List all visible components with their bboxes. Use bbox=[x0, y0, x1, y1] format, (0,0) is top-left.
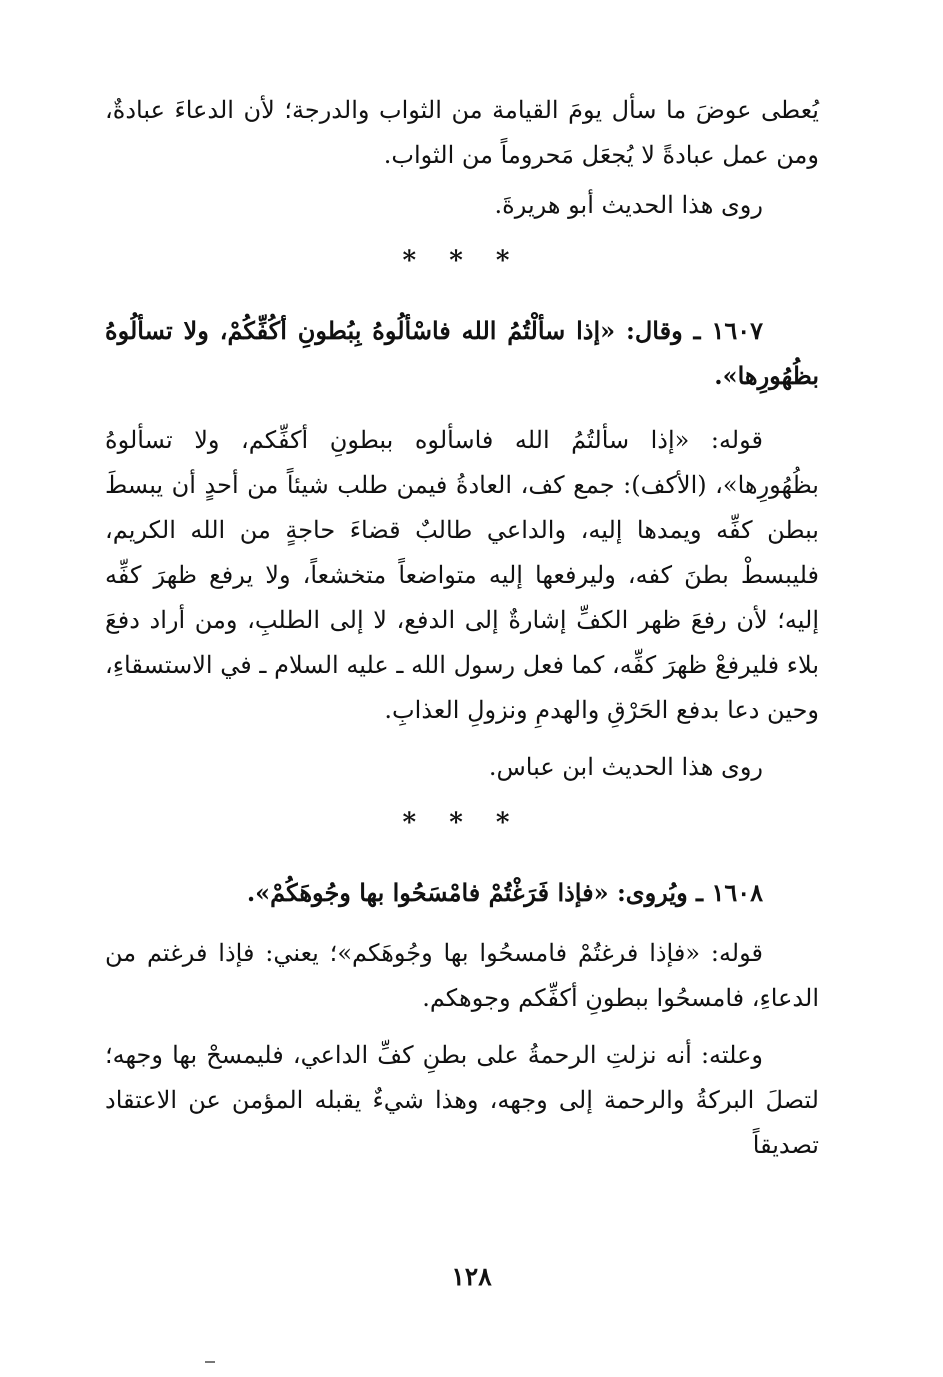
paragraph-narrator-2: روى هذا الحديث ابن عباس. bbox=[488, 753, 763, 781]
paragraph-narrator-1: روى هذا الحديث أبو هريرةَ. bbox=[494, 191, 763, 219]
commentary-1608: قوله: «فإذا فرغتُمْ فامسحُوا بها وجُوهَكم»؛ يعني: فإذا فرغتم من الدعاءِ، فامسحُوا ببطونِ أكفِّكم وجوهكم. bbox=[105, 939, 819, 1012]
section-separator-1: * * * bbox=[402, 246, 522, 276]
scan-mark bbox=[205, 1361, 215, 1363]
page-body bbox=[105, 88, 819, 1168]
hadith-1608: ١٦٠٨ ـ ويُروى: «فإذا فَرَغْتُمْ فامْسَحُوا بها وجُوهَكُمْ». bbox=[246, 878, 763, 907]
commentary-reason: وعلته: أنه نزلتِ الرحمةُ على بطنِ كفِّ الداعي، فليمسحْ بها وجهه؛ لتصلَ البركةُ والرحمة إلى وجهه، وهذا شيءٌ يقبله المؤمن عن الاعتقاد تصديقاً bbox=[105, 1041, 819, 1159]
paragraph-continuation: يُعطى عوضَ ما سأل يومَ القيامة من الثواب والدرجة؛ لأن الدعاءَ عبادةٌ، ومن عمل عبادةً لا يُجعَل مَحروماً من الثواب. bbox=[105, 96, 819, 169]
commentary-1607: قوله: «إذا سألتُمُ الله فاسألوه ببطونِ أكفِّكم، ولا تسألوهُ بظُهُورِها»، (الأكف): جمع كف، العادةُ فيمن طلب شيئاً من أحدٍ أن يبسطَ ببطن كفِّه ويمدها إليه، والداعي طالبٌ قضاءَ حاجةٍ من الله الكريم، فليبسطْ بطنَ كفه، وليرفعها إليه متواضعاً متخشعاً، ولا يرفع ظهرَ كفِّه إليه؛ لأن رفعَ ظهر الكفِّ إشارةٌ إلى الدفع، لا إلى الطلبِ، ومن أراد دفعَ بلاء فليرفعْ ظهرَ كفِّه، كما فعل رسول الله ـ عليه السلام ـ في الاستسقاءِ، وحين دعا بدفع الحَرْقِ والهدمِ ونزولِ العذابِ. bbox=[105, 426, 819, 724]
section-separator-2: * * * bbox=[402, 808, 522, 838]
hadith-1607: ١٦٠٧ ـ وقال: «إذا سألْتُمُ الله فاسْألُوهُ بِبُطونِ أكُفِّكُمْ، ولا تسألُوهُ بظُهُورِها». bbox=[105, 316, 819, 390]
page-number: ١٢٨ bbox=[451, 1262, 492, 1291]
